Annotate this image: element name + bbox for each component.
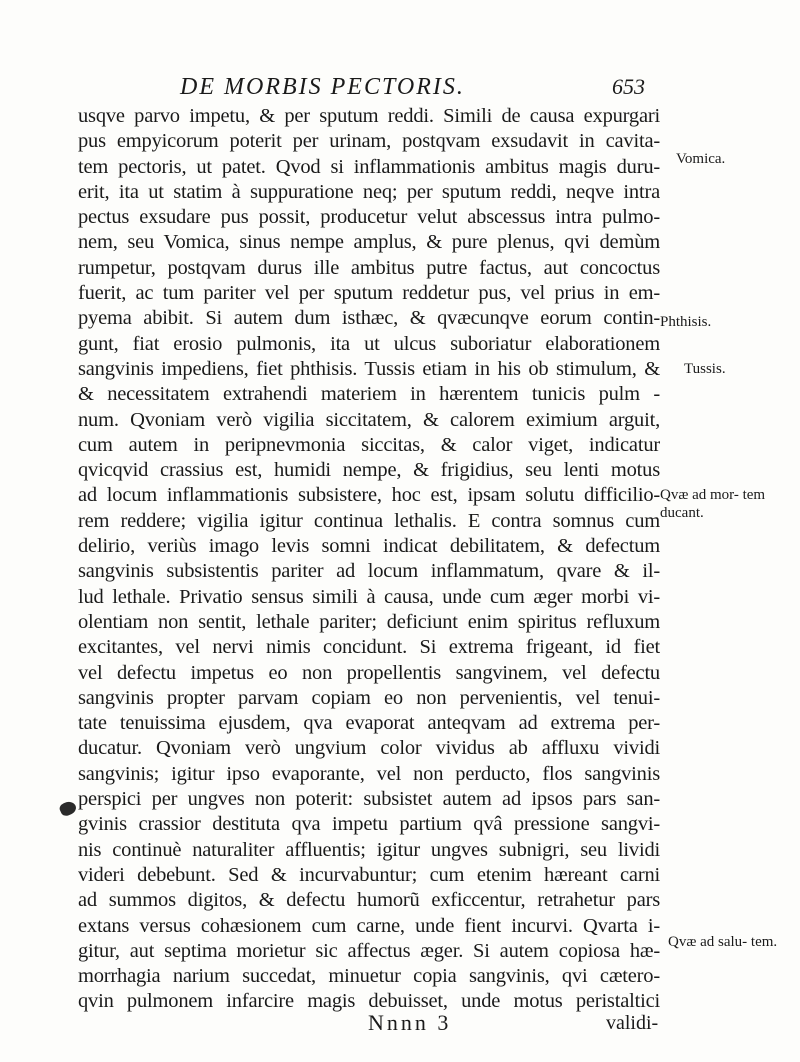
- text-line: tate tenuissima ejusdem, qva evaporat anteqvam ad extrema per-: [78, 712, 660, 735]
- margin-note-phthisis: Phthisis.: [660, 314, 712, 330]
- catchword: validi-: [606, 1012, 659, 1034]
- text-line: sangvinis propter parvam copiam eo non pervenientis, vel tenui-: [78, 686, 660, 709]
- text-line: usqve parvo impetu, & per sputum reddi. Simili de causa expurgari: [78, 105, 660, 127]
- text-line: extans versus cohæsionem cum carne, unde fient incurvi. Qvarta i-: [78, 914, 660, 937]
- text-line: excitantes, vel nervi nimis concidunt. Si extrema frigeant, id fiet: [78, 636, 660, 659]
- text-line: delirio, veriùs imago levis somni indicat debilitatem, & defectum: [78, 535, 660, 558]
- text-line: pyema abibit. Si autem dum isthæc, & qvæcunqve eorum contin-: [78, 307, 660, 330]
- text-line: tem pectoris, ut patet. Qvod si inflammationis ambitus magis duru-: [78, 155, 660, 178]
- text-line: ad locum inflammationis subsistere, hoc est, ipsam solutu difficilio-: [78, 484, 660, 507]
- ink-blot: [58, 799, 78, 818]
- text-line: rumpetur, postqvam durus ille ambitus putre factus, aut concoctus: [78, 256, 660, 279]
- text-line: ad summos digitos, & defectu humorũ exficcentur, retrahetur pars: [78, 889, 660, 912]
- text-line: sangvinis impediens, fiet phthisis. Tussis etiam in his ob stimulum, &: [78, 357, 660, 380]
- text-line: num. Qvoniam verò vigilia siccitatem, & calorem eximium arguit,: [78, 408, 660, 431]
- text-line: qvicqvid crassius est, humidi nempe, & frigidius, seu lenti motus: [78, 459, 660, 482]
- text-line: sangvinis; igitur ipso evaporante, vel non perducto, flos sangvinis: [78, 762, 660, 785]
- margin-note-tussis: Tussis.: [684, 361, 726, 377]
- text-line: videri debebunt. Sed & incurvabuntur; cum etenim hæreant carni: [78, 863, 660, 886]
- page-number: 653: [612, 74, 645, 99]
- signature-mark: Nnnn 3: [368, 1010, 452, 1035]
- text-line: lud lethale. Privatio sensus simili à causa, unde cum æger morbi vi-: [78, 585, 660, 608]
- text-line: sangvinis subsistentis pariter ad locum inflammatum, qvare & il-: [78, 560, 660, 583]
- text-line: nis continuè naturaliter affluentis; igitur ungves subnigri, seu lividi: [78, 838, 660, 861]
- text-line: pectus exsudare pus possit, producetur velut abscessus intra pulmo-: [78, 206, 660, 229]
- text-line: rem reddere; vigilia igitur continua lethalis. E contra somnus cum: [78, 509, 660, 532]
- text-line: cum autem in peripnevmonia siccitas, & calor viget, indicatur: [78, 433, 660, 456]
- text-line: qvin pulmonem infarcire magis debuisset, unde motus peristaltici: [78, 990, 660, 1013]
- text-line: perspici per ungves non poterit: subsistet autem ad ipsos pars san-: [78, 788, 660, 811]
- text-line: gitur, aut septima morietur sic affectus æger. Si autem copiosa hæ-: [78, 939, 660, 962]
- text-line: erit, ita ut statim à suppuratione neq; per sputum reddi, neqve intra: [78, 180, 660, 203]
- text-line: fuerit, ac tum pariter vel per sputum reddetur pus, vel prius in em-: [78, 282, 660, 305]
- margin-note-vomica: Vomica.: [676, 151, 726, 167]
- text-line: morrhagia narium succedat, minuetur copia sangvinis, qvi cætero-: [78, 965, 660, 988]
- margin-note-salutem: Qvæ ad salu- tem.: [668, 934, 778, 950]
- running-head: DE MORBIS PECTORIS.: [180, 74, 465, 100]
- text-line: olentiam non sentit, lethale pariter; deficiunt enim spiritus refluxum: [78, 610, 660, 633]
- body-text: [78, 104, 660, 1015]
- text-line: ducatur. Qvoniam verò ungvium color vividus ab affluxu vividi: [78, 737, 660, 760]
- text-line: gvinis crassior destituta qva impetu partium qvâ pressione sangvi-: [78, 813, 660, 836]
- text-line: vel defectu impetus eo non propellentis sangvinem, vel defectu: [78, 661, 660, 684]
- text-line: pus empyicorum poterit per urinam, postqvam exsudavit in cavita-: [78, 130, 660, 153]
- text-line: nem, seu Vomica, sinus nempe amplus, & pure plenus, qvi demùm: [78, 231, 660, 254]
- text-line: & necessitatem extrahendi materiem in hærentem tunicis pulm -: [78, 383, 660, 406]
- text-line: gunt, fiat erosio pulmonis, ita ut ulcus suboriatur elaborationem: [78, 332, 660, 355]
- margin-note-mortem: Qvæ ad mor- tem ducant.: [660, 487, 766, 521]
